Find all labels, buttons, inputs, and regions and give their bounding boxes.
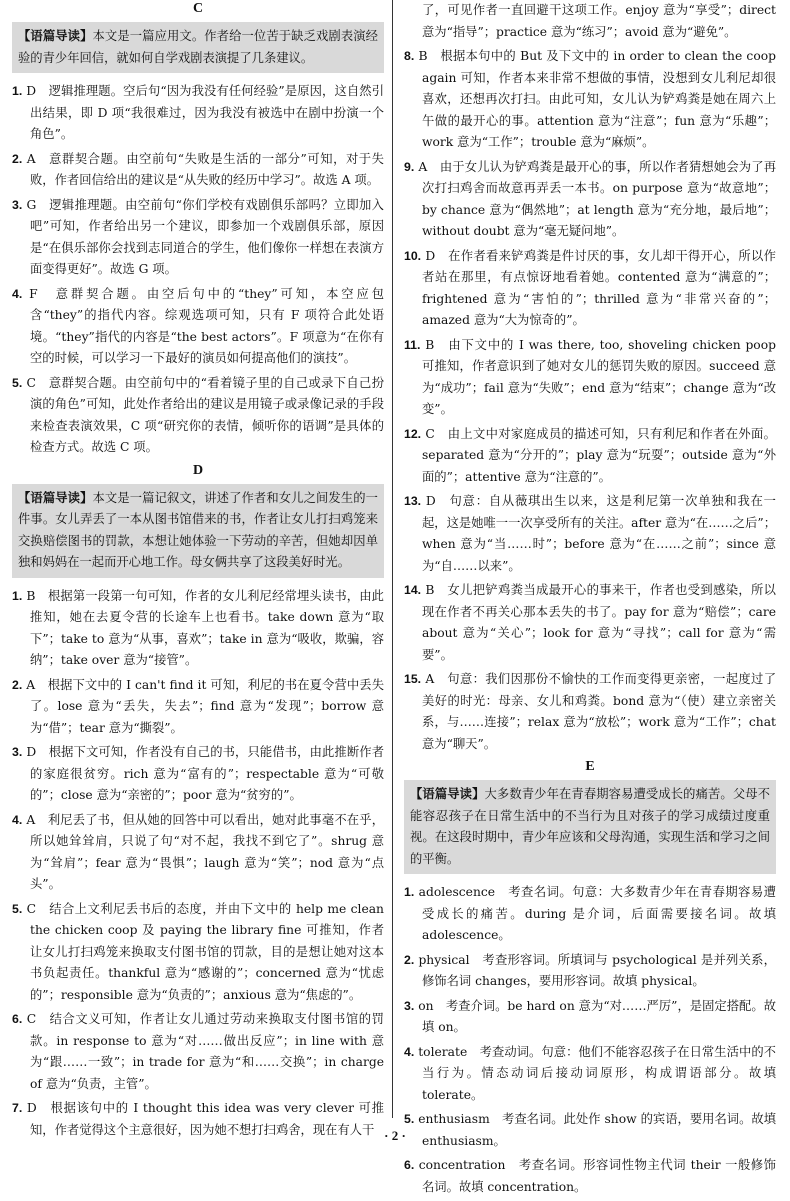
- item-text: A 意群契合题。由空前句“失败是生活的一部分”可知，对于失败，作者回信给出的建议是“从失败的经历中学习”。故选 A 项。: [26, 151, 384, 187]
- page-number: · 2 ·: [384, 1128, 406, 1143]
- item-text: on 考查介词。be hard on 意为“对……严厉”，是固定搭配。故填 on。: [418, 998, 776, 1034]
- left-column: [12, 0, 384, 1144]
- item-text: B 根据本句中的 But 及下文中的 in order to clean the coop again 可知，作者本来非常不想做的事情，没想到女儿利尼却很喜欢，还想再次打扫。由此可知，女儿认为铲鸡粪是她在周六上午做的最开心的事。attention 意为“注意”；fun 意为“乐趣”；work 意为“工作”；trouble 意为“麻烦”。: [418, 49, 777, 149]
- answer-item: [404, 996, 776, 1039]
- column-divider: [392, 0, 393, 1118]
- answer-item: [12, 195, 384, 281]
- item-number: 7.: [12, 1101, 23, 1115]
- item-text: D 根据该句中的 I thought this idea was very clever 可推知，作者觉得这个主意很好，因为她不想打扫鸡舍，现在有人干: [26, 1101, 384, 1137]
- answer-item: [12, 149, 384, 192]
- item-number: 5.: [12, 901, 23, 916]
- item-number: 3.: [12, 745, 23, 759]
- answer-list-e: [404, 882, 776, 1198]
- section-heading-c: C: [192, 1, 204, 16]
- item-text: A 句意：我们因那份不愉快的工作而变得更亲密，一起度过了美好的时光：母亲、女儿和鸡粪。bond 意为“（使）建立亲密关系，与……连接”；relax 意为“放松”；work 意为“工作”；chat 意为“聊天”。: [422, 672, 776, 751]
- answer-item: [12, 1009, 384, 1095]
- guide-text: 大多数青少年在青春期容易遭受成长的痛苦。父母不能容忍孩子在日常生活中的不当行为且对孩子的学习成绩过度重视。在这段时期中，青少年应该和父母沟通，实现生活和学习之间的平衡。: [410, 787, 770, 866]
- item-number: 3.: [12, 197, 23, 212]
- item-text: tolerate 考查动词。句意：他们不能容忍孩子在日常生活中的不当行为。情态动词后接动词原形，构成谓语部分。故填 tolerate。: [418, 1044, 776, 1102]
- item-text: G 逻辑推理题。由空前句“你们学校有戏剧俱乐部吗？立即加入吧”可知，作者给出另一个建议，即参加一个戏剧俱乐部，原因是“在俱乐部你会找到志同道合的学生，他们像你一样想在表演方面变得更好”。故选 G 项。: [26, 197, 384, 276]
- item-number: 1.: [12, 588, 23, 603]
- item-number: 6.: [12, 1012, 23, 1026]
- item-text: B 根据第一段第一句可知，作者的女儿利尼经常埋头读书，由此推知，她在去夏令营的长途车上也看书。take down 意为“取下”；take to 意为“从事，喜欢”；take in 意为“吸收，欺骗，容纳”；take over 意为“接管”。: [26, 588, 384, 667]
- guide-label: 【语篇导读】: [410, 786, 485, 801]
- answer-item: [404, 950, 776, 993]
- item-text: D 根据下文可知，作者没有自己的书，只能借书，由此推断作者的家庭很贫穷。rich 意为“富有的”；respectable 意为“可敬的”；close 意为“亲密的”；poor 意为“贫穷的”。: [26, 745, 384, 802]
- item-text: C 结合文义可知，作者让女儿通过劳动来换取支付图书馆的罚款。in response to 意为“对……做出反应”；in line with 意为“跟……一致”；in trade for 意为“和……交换”；in charge of 意为“负责，主管”。: [26, 1012, 384, 1091]
- answer-item: [404, 157, 776, 243]
- item-text: A 由于女儿认为铲鸡粪是最开心的事，所以作者猜想她会为了再次打扫鸡舍而故意再弄丢一本书。on purpose 意为“故意地”；by chance 意为“偶然地”；at length 意为“充分地，最后地”；without doubt 意为“毫无疑问地”。: [418, 159, 776, 238]
- item-number: 4.: [12, 286, 23, 301]
- guide-label: 【语篇导读】: [18, 28, 93, 43]
- item-text: B 女儿把铲鸡粪当成最开心的事来干，作者也受到感染，所以现在作者不再关心那本丢失的书了。pay for 意为“赔偿”；care about 意为“关心”；look for 意为“寻找”；call for 意为“需要”。: [422, 583, 776, 662]
- answer-item: [404, 1042, 776, 1107]
- reading-guide-d: [12, 484, 384, 578]
- item-text: adolescence 考查名词。句意：大多数青少年在青春期容易遭受成长的痛苦。during 是介词，后面需要接名词。故填 adolescence。: [418, 885, 776, 942]
- item-number: 5.: [404, 1112, 415, 1126]
- item-text: C 意群契合题。由空前句中的“看着镜子里的自己或录下自己扮演的角色”可知，此处作者给出的建议是用镜子或录像记录的手段来检查表演效果，C 项“研究你的表情，倾听你的语调”是具体的检查方式。故选 C 项。: [26, 375, 384, 454]
- item-number: 6.: [404, 1158, 415, 1172]
- item-number: 10.: [404, 248, 422, 263]
- item-text: concentration 考查名词。形容词性物主代词 their 一般修饰名词。故填 concentration。: [418, 1158, 776, 1194]
- item-number: 5.: [12, 375, 23, 390]
- answer-item: [404, 246, 776, 332]
- answer-item: [12, 81, 384, 146]
- answer-item: [12, 810, 384, 896]
- item-number: 13.: [404, 494, 422, 508]
- right-column: [404, 0, 776, 1201]
- item-text: F 意群契合题。由空后句中的“they”可知，本空应包含“they”的指代内容。综观选项可知，只有 F 项符合此处语境。“they”指代的内容是“the best actors”。F 项意为“在你有空的时候，可以学习一下最好的演员如何提高他们的演技”。: [29, 286, 384, 365]
- guide-text: 本文是一篇记叙文，讲述了作者和女儿之间发生的一件事。女儿弄丢了一本从图书馆借来的书，作者让女儿打扫鸡笼来交换赔偿图书的罚款，本想让她体验一下劳动的辛苦，但她却因单独和妈妈在一起而开心地工作。母女俩共享了这段美好时光。: [18, 490, 378, 569]
- item-number: 3.: [404, 998, 415, 1013]
- item-number: 2.: [12, 151, 23, 166]
- item-number: 9.: [404, 159, 415, 174]
- answer-item: [404, 424, 776, 489]
- guide-text: 本文是一篇应用文。作者给一位苦于缺乏戏剧表演经验的青少年回信，就如何自学戏剧表演提了几条建议。: [18, 29, 378, 65]
- answer-list-d: [12, 586, 384, 1142]
- reading-guide-e: [404, 780, 776, 874]
- item-number: 12.: [404, 426, 422, 441]
- item-text: A 根据下文中的 I can't find it 可知，利尼的书在夏令营中丢失了。lose 意为“丢失，失去”；find 意为“发现”；borrow 意为“借”；tear 意为“撕裂”。: [26, 677, 384, 735]
- item-text: C 由上文中对家庭成员的描述可知，只有利尼和作者在外面。separated 意为“分开的”；play 意为“玩耍”；outside 意为“外面的”；attentive 意为“注意的”。: [422, 426, 776, 484]
- item-text: A 利尼丢了书，但从她的回答中可以看出，她对此事毫不在乎，所以她耸耸肩，只说了句“对不起，我找不到它了”。shrug 意为“耸肩”；fear 意为“畏惧”；laugh 意为“笑”；nod 意为“点头”。: [26, 812, 384, 891]
- guide-label: 【语篇导读】: [18, 489, 93, 505]
- section-heading-d: D: [192, 462, 204, 478]
- item-text: B 由下文中的 I was there, too, shoveling chicken poop 可推知，作者意识到了她对女儿的惩罚失败的原因。succeed 意为“成功”；fail 意为“失败”；end 意为“结束”；change 意为“改变”。: [422, 337, 776, 416]
- item-number: 2.: [404, 952, 415, 967]
- answer-item: [12, 675, 384, 740]
- item-number: 15.: [404, 672, 422, 686]
- answer-item: [404, 46, 776, 154]
- answer-item: [12, 284, 384, 370]
- item-number: 1.: [404, 885, 415, 899]
- item-text: D 句意：自从薇琪出生以来，这是利尼第一次单独和我在一起，这是她唯一一次享受所有的关注。after 意为“在……之后”；when 意为“当……时”；before 意为“在……之前”；since 意为“自……以来”。: [422, 494, 776, 573]
- item-text: D 在作者看来铲鸡粪是件讨厌的事，女儿却干得开心，所以作者站在那里，有点惊讶地看着她。contented 意为“满意的”；frightened 意为“害怕的”；thrilled 意为“非常兴奋的”；amazed 意为“大为惊奇的”。: [422, 248, 776, 327]
- answer-item: [404, 580, 776, 666]
- item-text: physical 考查形容词。所填词与 psychological 是并列关系，修饰名词 changes，要用形容词。故填 physical。: [418, 952, 776, 988]
- answer-list-c: [12, 81, 384, 459]
- item-number: 14.: [404, 583, 422, 597]
- item-text: C 结合上文利尼丢书后的态度，并由下文中的 help me clean the chicken coop 及 paying the library fine 可推知，作者让女儿打扫鸡笼来换取支付图书馆的罚款，目的是想让她对这本书负起责任。thankful 意为“感谢的”；concerned 意为“忧虑的”；responsible 意为“负责的”；anxious 意为“焦虑的”。: [26, 901, 384, 1002]
- item-text: enthusiasm 考查名词。此处作 show 的宾语，要用名词。故填 enthusiasm。: [418, 1112, 776, 1148]
- item-number: 2.: [12, 677, 23, 692]
- item-number: 8.: [404, 49, 415, 63]
- answer-item: [12, 586, 384, 672]
- item-number: 4.: [404, 1044, 415, 1059]
- answer-item: [404, 882, 776, 947]
- answer-item: [12, 373, 384, 459]
- section-heading-e: E: [585, 759, 595, 774]
- answer-item: [404, 491, 776, 577]
- answer-list-d-continued: [404, 46, 776, 755]
- continued-explanation: 了，可见作者一直回避干这项工作。enjoy 意为“享受”；direct 意为“指导”；practice 意为“练习”；avoid 意为“避免”。: [422, 3, 776, 39]
- answer-item: [12, 742, 384, 807]
- item-number: 1.: [12, 84, 23, 98]
- item-text: D 逻辑推理题。空后句“因为我没有任何经验”是原因，这自然引出结果，即 D 项“我很难过，因为我没有被选中在剧中扮演一个角色”。: [26, 84, 384, 141]
- answer-item: [12, 899, 384, 1007]
- answer-item: [404, 335, 776, 421]
- answer-item: [404, 1155, 776, 1198]
- reading-guide-c: [12, 22, 384, 73]
- item-number: 11.: [404, 337, 421, 352]
- answer-item: [404, 669, 776, 755]
- item-number: 4.: [12, 812, 23, 827]
